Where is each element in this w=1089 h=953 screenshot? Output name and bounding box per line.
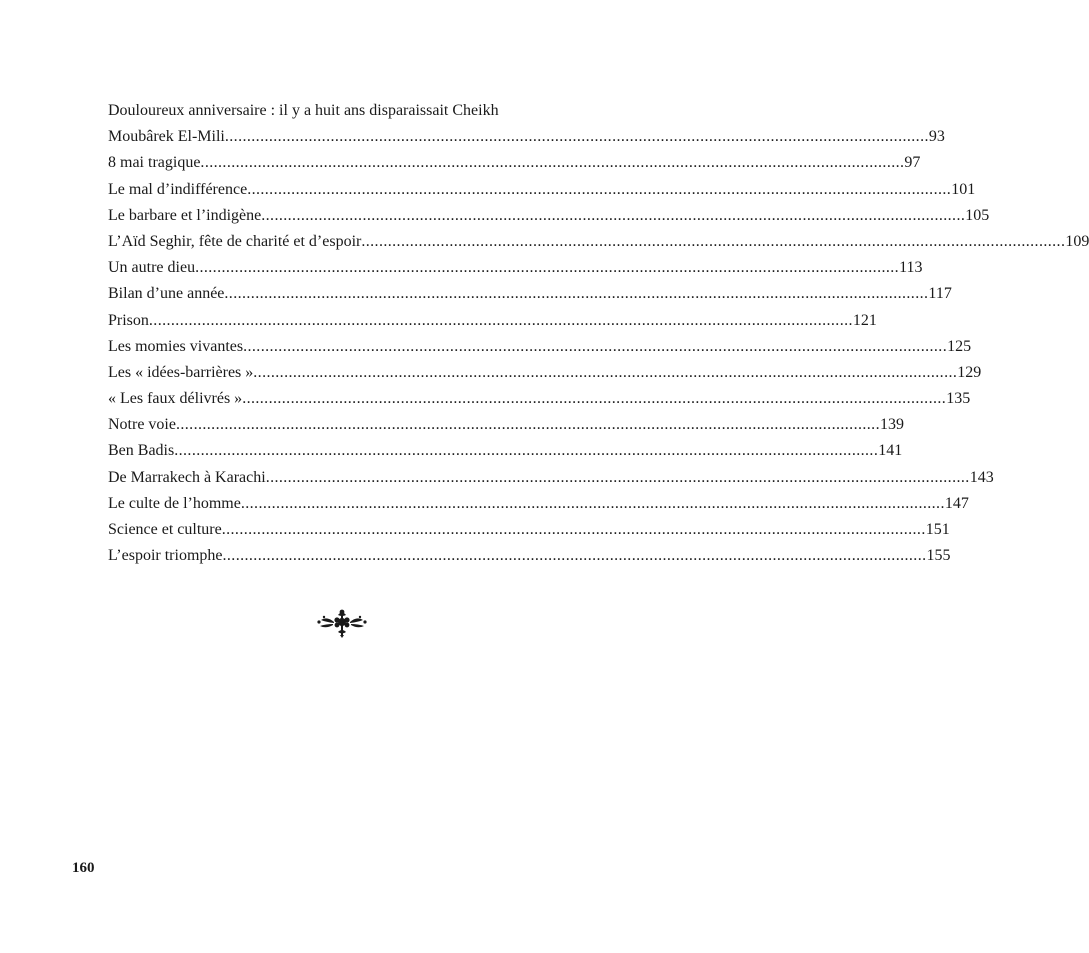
toc-entry (108, 543, 951, 569)
toc-entry-page: 113 (899, 259, 923, 277)
toc-entry (108, 308, 877, 334)
toc-entry-title: Le culte de l’homme (108, 494, 241, 512)
toc-entry (108, 412, 904, 438)
toc-entry-heading (108, 98, 576, 124)
toc-entry-page: 129 (957, 363, 982, 381)
toc-entry-page: 141 (878, 442, 903, 460)
toc-entry (108, 229, 1089, 255)
toc-entry (108, 360, 982, 386)
toc-entry-title: Prison (108, 311, 149, 329)
toc-entry-title: Douloureux anniversaire : il y a huit ans disparaissait Cheikh (108, 102, 499, 119)
toc-entry (108, 517, 950, 543)
toc-entry-page: 105 (965, 206, 990, 224)
toc-entry-title: L’Aïd Seghir, fête de charité et d’espoir (108, 232, 362, 250)
toc-entry-page: 97 (904, 154, 921, 172)
toc-entry (108, 438, 903, 464)
toc-entry-page: 143 (969, 468, 994, 486)
table-of-contents (108, 98, 1089, 569)
toc-entry-title: Science et culture (108, 521, 222, 538)
dot-leader: ................................................................................................................................................................ (221, 521, 926, 538)
toc-entry-title: Moubârek El-Mili (108, 128, 225, 146)
toc-entry-title: Les momies vivantes (108, 337, 244, 355)
dot-leader: ................................................................................................................................................................ (200, 154, 905, 172)
dot-leader: ................................................................................................................................................................ (361, 232, 1066, 250)
toc-entry (108, 203, 990, 229)
toc-entry (108, 386, 971, 412)
toc-entry-page: 139 (879, 416, 904, 434)
toc-entry-title: L’espoir triomphe (108, 547, 223, 565)
page-number: 160 (72, 860, 95, 876)
toc-entry-page: 109 (1065, 232, 1089, 250)
dot-leader: ................................................................................................................................................................ (195, 259, 900, 277)
toc-entry (108, 491, 969, 517)
dot-leader: ................................................................................................................................................................ (261, 206, 966, 224)
toc-entry-title: De Marrakech à Karachi (108, 468, 266, 486)
toc-entry-title: Bilan d’une année (108, 285, 225, 303)
toc-entry-page: 147 (944, 494, 969, 512)
toc-entry-title: Les « idées-barrières » (108, 363, 254, 381)
dot-leader: ................................................................................................................................................................ (240, 494, 945, 512)
toc-entry (108, 334, 972, 360)
dot-leader: ................................................................................................................................................................ (224, 285, 929, 303)
toc-entry (108, 281, 952, 307)
dot-leader: ................................................................................................................................................................ (253, 363, 958, 381)
toc-entry-page: 101 (951, 180, 976, 198)
toc-entry-title: Ben Badis (108, 442, 175, 460)
toc-entry-title: 8 mai tragique (108, 154, 201, 172)
toc-entry (108, 124, 945, 150)
toc-entry-page: 93 (928, 128, 945, 146)
toc-entry-page: 117 (928, 285, 952, 303)
dot-leader: ................................................................................................................................................................ (148, 311, 853, 329)
dot-leader: ................................................................................................................................................................ (243, 337, 948, 355)
toc-entry (108, 150, 921, 176)
dot-leader: ................................................................................................................................................................ (174, 442, 879, 460)
fleuron-ornament-icon (314, 608, 370, 638)
toc-entry (108, 177, 976, 203)
dot-leader: ................................................................................................................................................................ (175, 416, 880, 434)
toc-entry-title: Notre voie (108, 416, 176, 434)
dot-leader: ................................................................................................................................................................ (247, 180, 952, 198)
toc-entry (108, 465, 994, 491)
toc-entry-page: 151 (925, 521, 950, 538)
toc-entry-page: 135 (946, 390, 971, 408)
toc-entry (108, 255, 923, 281)
toc-entry-title: Un autre dieu (108, 259, 196, 277)
dot-leader: ................................................................................................................................................................ (242, 390, 947, 408)
dot-leader: ................................................................................................................................................................ (222, 547, 927, 565)
toc-entry-title: Le mal d’indifférence (108, 180, 248, 198)
toc-entry-title: Le barbare et l’indigène (108, 206, 262, 224)
toc-entry-page: 155 (926, 547, 951, 565)
dot-leader: ................................................................................................................................................................ (265, 468, 970, 486)
toc-entry-title: « Les faux délivrés » (108, 390, 243, 408)
toc-entry-page: 125 (947, 337, 972, 355)
dot-leader: ................................................................................................................................................................ (224, 128, 929, 146)
toc-entry-page: 121 (852, 311, 877, 329)
